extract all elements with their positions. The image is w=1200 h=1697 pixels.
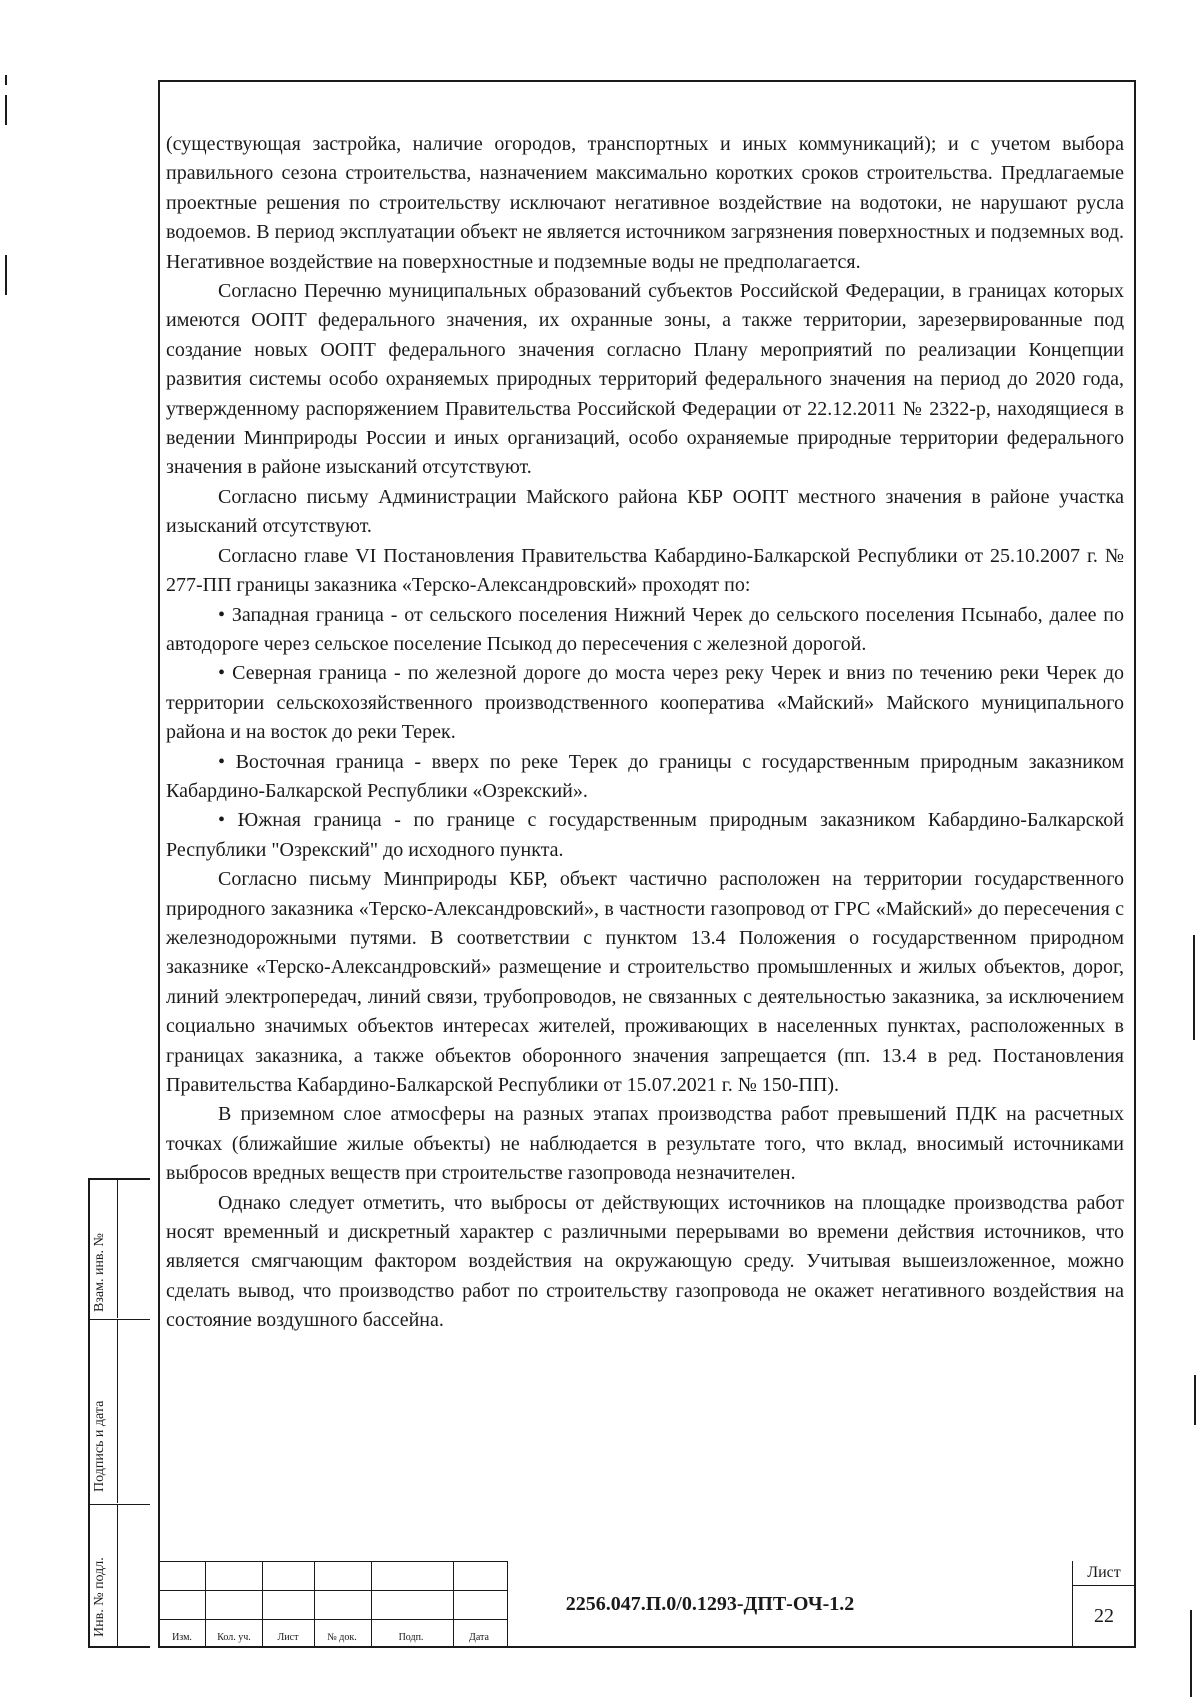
paragraph: Согласно главе VI Постановления Правительства Кабардино-Балкарской Республики от 25.10.2007 г. № 277-ПП границы заказника «Терско-Александровский» проходят по: (166, 544, 1124, 597)
list-item: • Восточная граница - вверх по реке Терек до границы с государственным природным заказником Кабардино-Балкарской Республики «Озрекский». (166, 750, 1124, 802)
list-item: • Южная граница - по границе с государственным природным заказником Кабардино-Балкарской Республики "Озрекский" до исходного пункта. (166, 809, 1124, 861)
paragraph: В приземном слое атмосферы на разных этапах производства работ превышений ПДК на расчетных точках (ближайшие жилые объекты) не наблюдается в результате того, что вклад, вносимый источниками выбросов вредных веществ при строительстве газопровода незначителен. (166, 1103, 1124, 1185)
list-item: • Северная граница - по железной дороге до моста через реку Черек и вниз по течению реки Черек до территории сельскохозяйственного производственного кооператива «Майский» Майского муниципального района и на восток до реки Терек. (166, 662, 1124, 744)
side-stamp (88, 1178, 150, 1648)
col-data: Дата (469, 1632, 489, 1643)
side-cell-inv (90, 1505, 150, 1648)
side-cell-podpis (90, 1320, 150, 1505)
col-n-dok: № док. (327, 1632, 357, 1643)
scan-mark (1193, 935, 1195, 1040)
scan-mark (5, 95, 7, 125)
sheet-number: 22 (1094, 1605, 1114, 1627)
sheet-label: Лист (1073, 1561, 1135, 1586)
col-kol-uch: Кол. уч. (217, 1632, 251, 1643)
sheet-box (1072, 1561, 1136, 1648)
col-list: Лист (277, 1632, 299, 1643)
paragraph: (существующая застройка, наличие огородов, транспортных и иных коммуникаций); и с учетом выбора правильного сезона строительства, назначением максимально коротких сроков строительства. Предлагаемые проектные решения по строительству исключают негативное воздействие на водотоки, не нарушают русла водоемов. В период эксплуатации объект не является источником загрязнения поверхностных и подземных вод. Негативное воздействие на поверхностные и подземные воды не предполагается. (166, 133, 1124, 273)
side-label-inv: Инв. № подл. (92, 1557, 107, 1637)
scan-mark (5, 255, 7, 295)
list-item: • Западная граница - от сельского поселения Нижний Черек до сельского поселения Псынабо, далее по автодороге через сельское поселение Псыкод до пересечения с железной дорогой. (166, 603, 1124, 655)
side-cell-vzam (90, 1180, 150, 1320)
scan-mark (1190, 1610, 1192, 1697)
col-izm: Изм. (172, 1632, 192, 1643)
document-code: 2256.047.П.0/0.1293-ДПТ-ОЧ-1.2 (565, 1593, 855, 1615)
paragraph: Однако следует отметить, что выбросы от действующих источников на площадке производства работ носят временный и дискретный характер с различными перерывами во времени действия источников, что является смягчающим фактором воздействия на окружающую среду. Учитывая вышеизложенное, можно сделать вывод, что производство работ по строительству газопровода не окажет негативного воздействия на состояние воздушного бассейна. (166, 1191, 1124, 1332)
col-podp: Подп. (398, 1632, 424, 1643)
paragraph: Согласно Перечню муниципальных образований субъектов Российской Федерации, в границах которых имеются ООПТ федерального значения, их охранные зоны, а также территории, зарезервированные под создание новых ООПТ федерального значения согласно Плану мероприятий по реализации Концепции развития системы особо охраняемых природных территорий федерального значения на период до 2020 года, утвержденному распоряжением Правительства Российской Федерации от 22.12.2011 № 2322-р, находящиеся в ведении Минприроды России и иных организаций, особо охраняемые природные территории федерального значения в районе изысканий отсутствуют. (166, 280, 1124, 479)
side-label-podpis: Подпись и дата (92, 1400, 107, 1492)
document-body (166, 130, 1124, 1336)
scan-mark (1194, 1375, 1196, 1425)
paragraph: Согласно письму Минприроды КБР, объект частично расположен на территории государственного природного заказника «Терско-Александровский», в частности газопровод от ГРС «Майский» до пересечения с железнодорожными путями. В соответствии с пунктом 13.4 Положения о государственном природном заказнике «Терско-Александровский» размещение и строительство промышленных и жилых объектов, дорог, линий электропередач, линий связи, трубопроводов, не связанных с деятельностью заказника, за исключением социально значимых объектов интересах жителей, проживающих в населенных пунктах, расположенных в границах заказника, а также объектов оборонного значения запрещается (пп. 13.4 в ред. Постановления Правительства Кабардино-Балкарской Республики от 15.07.2021 г. № 150-ПП). (166, 868, 1124, 1096)
scan-mark (5, 75, 7, 85)
side-label-vzam: Взам. инв. № (92, 1233, 107, 1312)
paragraph: Согласно письму Администрации Майского района КБР ООПТ местного значения в районе участка изысканий отсутствуют. (166, 485, 1124, 538)
